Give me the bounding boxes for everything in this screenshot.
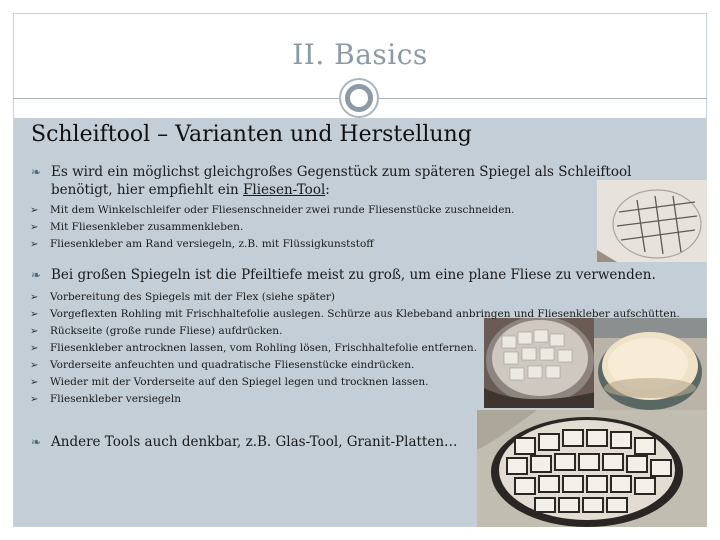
arrowhead-bullet-icon: ➢ <box>30 343 39 354</box>
photo-round-tile-tool <box>594 318 707 410</box>
bullet-1 <box>31 163 651 199</box>
arrowhead-bullet-icon: ➢ <box>30 394 39 405</box>
arrowhead-bullet-icon: ➢ <box>30 205 39 216</box>
bullet-1-line-2: benötigt, hier empfiehlt ein Fliesen-Tool: <box>51 182 330 198</box>
arrowhead-bullet-icon: ➢ <box>30 239 39 250</box>
arrowhead-bullet-icon: ➢ <box>30 309 39 320</box>
sub-item: ➢ Vorbereitung des Spiegels mit der Flex (siehe später) <box>30 291 336 303</box>
circle-ornament-icon <box>339 78 379 118</box>
sub-item: ➢ Mit Fliesenkleber zusammenkleben. <box>30 221 244 233</box>
ribbon-bullet-icon: ❧ <box>31 268 42 282</box>
sub-item: ➢ Wieder mit der Vorderseite auf den Spiegel legen und trocknen lassen. <box>30 376 429 388</box>
bullet-2: ❧ Bei großen Spiegeln ist die Pfeiltiefe meist zu groß, um eine plane Fliese zu verwenden. <box>31 267 656 283</box>
bullet-1-line-1: Es wird ein möglichst gleichgroßes Gegenstück zum späteren Spiegel als Schleiftool <box>51 164 632 180</box>
fliesen-tool-link[interactable]: Fliesen-Tool <box>243 182 326 198</box>
arrowhead-bullet-icon: ➢ <box>30 292 39 303</box>
arrowhead-bullet-icon: ➢ <box>30 222 39 233</box>
photo-mirror-with-foil <box>484 318 596 408</box>
photo-square-tile-tool <box>477 410 707 527</box>
slide-heading: Schleiftool – Varianten und Herstellung <box>31 122 472 147</box>
bullet-3: ❧ Andere Tools auch denkbar, z.B. Glas-Tool, Granit-Platten… <box>31 434 458 450</box>
sub-item: ➢ Mit dem Winkelschleifer oder Fliesenschneider zwei runde Fliesenstücke zuschneiden. <box>30 204 515 216</box>
sub-item: ➢ Vorderseite anfeuchten und quadratische Fliesenstücke eindrücken. <box>30 359 415 371</box>
ribbon-bullet-icon: ❧ <box>31 165 42 179</box>
arrowhead-bullet-icon: ➢ <box>30 326 39 337</box>
arrowhead-bullet-icon: ➢ <box>30 360 39 371</box>
ribbon-bullet-icon: ❧ <box>31 435 42 449</box>
arrowhead-bullet-icon: ➢ <box>30 377 39 388</box>
sub-item: ➢ Fliesenkleber am Rand versiegeln, z.B. mit Flüssigkunststoff <box>30 238 374 250</box>
sub-item: ➢ Fliesenkleber antrocknen lassen, vom Rohling lösen, Frischhaltefolie entfernen. <box>30 342 477 354</box>
sub-item: ➢ Rückseite (große runde Fliese) aufdrücken. <box>30 325 283 337</box>
slide-title: II. Basics <box>292 38 428 71</box>
sub-item: ➢ Vorgeflexten Rohling mit Frischhaltefolie auslegen. Schürze aus Klebeband anbringen und Fliesenkleber aufschütten. <box>30 308 680 320</box>
sub-item: ➢ Fliesenkleber versiegeln <box>30 393 181 405</box>
